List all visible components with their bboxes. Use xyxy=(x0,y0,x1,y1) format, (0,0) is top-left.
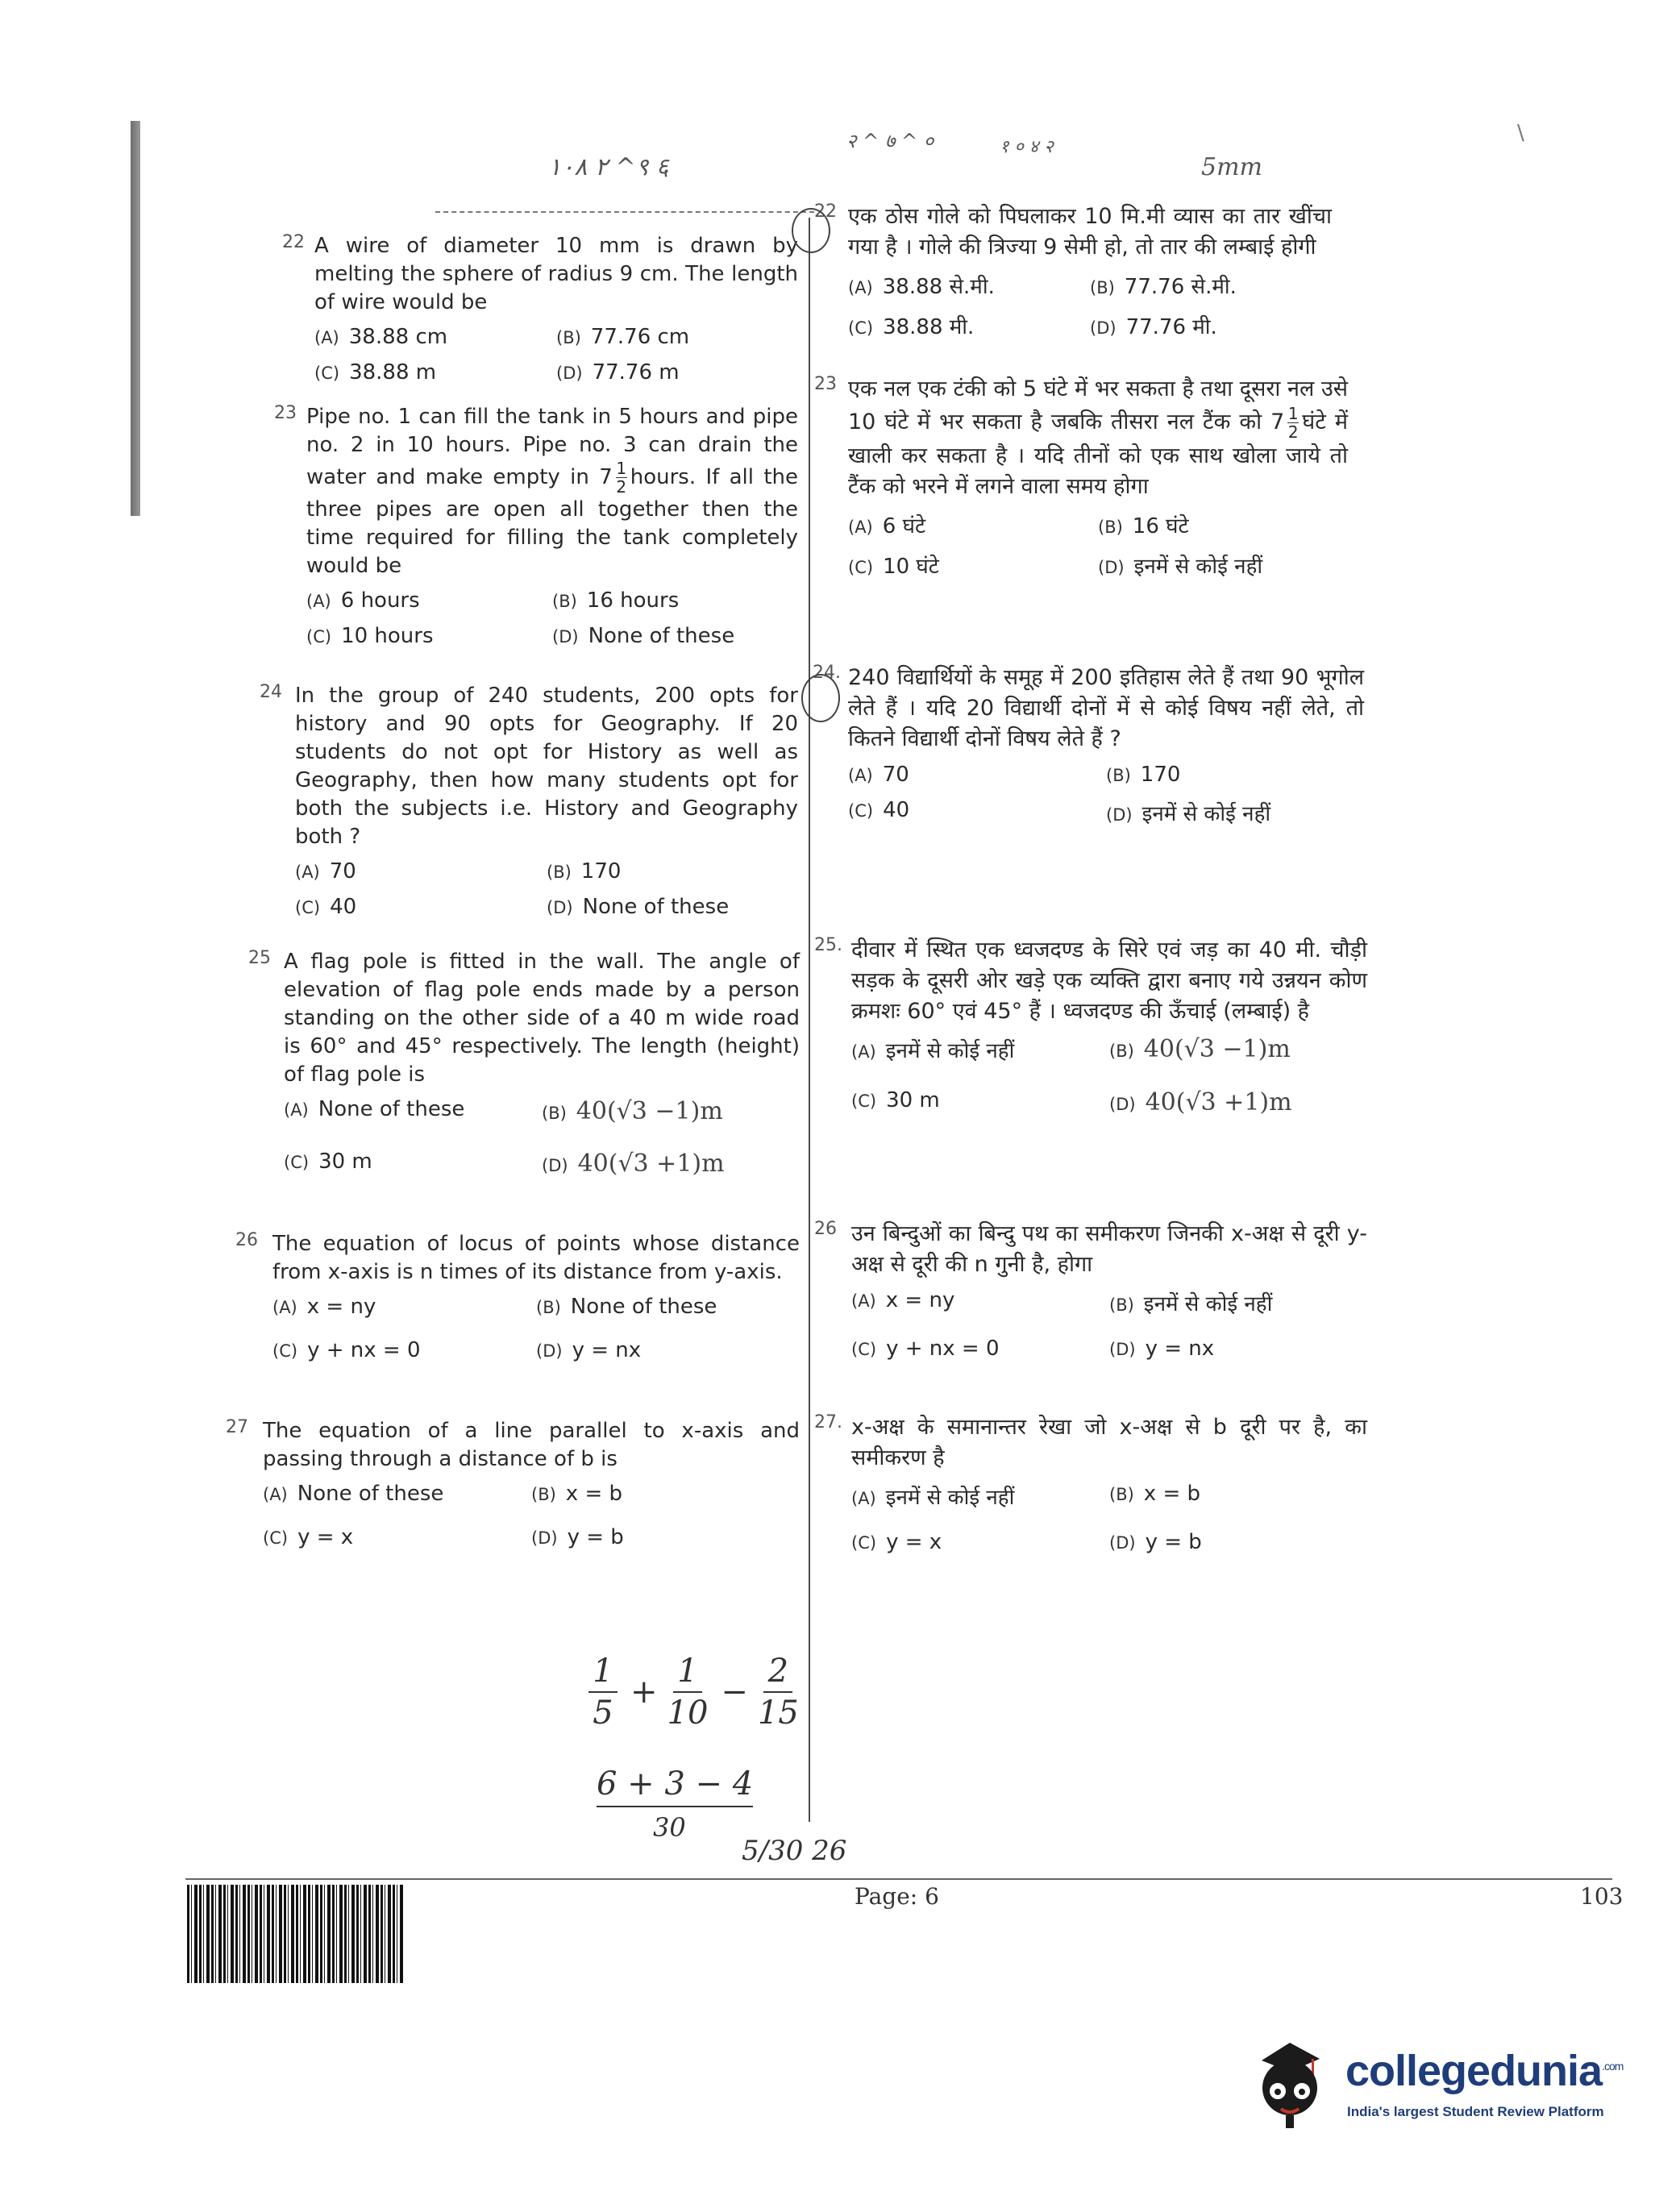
question-27-hi xyxy=(814,1412,1367,1554)
collegedunia-logo[interactable] xyxy=(1245,2031,1632,2160)
question-stem: The equation of locus of points whose distance from x-axis is n times of its distance from y-axis. xyxy=(272,1232,800,1284)
option-c[interactable]: (C) 30 m xyxy=(851,1088,940,1112)
fraction: $\frac{1}{2}$ xyxy=(1287,404,1299,442)
question-25-hi xyxy=(814,935,1367,1116)
question-number: 22 xyxy=(282,232,305,252)
top-scribble: ٢ ١٠٨ ^९ ६ xyxy=(548,153,669,181)
question-number: 25. xyxy=(814,935,842,955)
question-stem: 240 विद्यार्थियों के समूह में 200 इतिहास लेते हैं तथा 90 भूगोल लेते हैं । यदि 20 विद्यार्थी दोनों में से कोई विषय नहीं लेते, तो कितने विद्यार्थी दोनों विषय लेते हैं ? xyxy=(848,665,1364,751)
option-d[interactable]: (D) इनमें से कोई नहीं xyxy=(1098,555,1263,579)
option-b[interactable]: (B) 170 xyxy=(1106,763,1181,787)
question-stem: A wire of diameter 10 mm is drawn by melting the sphere of radius 9 cm. The length of wire would be xyxy=(314,234,798,314)
option-c[interactable]: (C) 10 घंटे xyxy=(848,555,939,579)
options xyxy=(295,859,798,919)
top-scribble: १ ० ४ २ xyxy=(1000,137,1054,157)
option-b[interactable]: (B) None of these xyxy=(536,1295,717,1319)
column-divider xyxy=(809,218,810,1822)
option-a[interactable]: (A) None of these xyxy=(284,1097,465,1121)
logo-wordmark: collegedunia$^{.com}$ xyxy=(1345,2047,1624,2095)
option-d[interactable]: (D) इनमें से कोई नहीं xyxy=(1106,802,1271,826)
rough-work-line: 6 + 3 − 4 xyxy=(597,1765,753,1807)
option-a[interactable]: (A) x = ny xyxy=(272,1295,376,1319)
question-26-en xyxy=(235,1230,800,1362)
question-25-en xyxy=(248,948,800,1178)
paper-code: 103 xyxy=(1580,1883,1624,1910)
mascot-icon xyxy=(1245,2031,1334,2128)
question-stem: In the group of 240 students, 200 opts for history and 90 opts for Geography. If 20 students do not opt for History as well as Geography, then how many students opt for both the subjects i.e. History and Geography both ? xyxy=(295,684,798,849)
dashed-separator xyxy=(435,211,814,213)
question-number: 24. xyxy=(813,663,841,683)
option-a[interactable]: (A) None of these xyxy=(263,1482,444,1506)
question-22-en xyxy=(282,232,798,385)
option-b[interactable]: (B) 16 hours xyxy=(552,588,680,613)
option-c[interactable]: (C) 38.88 m xyxy=(314,360,437,385)
question-number: 23 xyxy=(814,374,837,394)
option-b[interactable]: (B) x = b xyxy=(1109,1482,1201,1506)
option-a[interactable]: (A) 70 xyxy=(295,859,356,884)
rough-work-line: 5/30 26 xyxy=(742,1835,847,1867)
options xyxy=(314,325,798,385)
top-scribble: २ ^ ७ ^ ० xyxy=(846,130,934,152)
rough-work-fractions: $\frac{1}{5}$ + $\frac{1}{10}$ − $\frac{2}{15}$ xyxy=(588,1653,812,1732)
question-number: 26 xyxy=(235,1230,258,1250)
question-26-hi xyxy=(814,1219,1367,1361)
options xyxy=(284,1097,800,1178)
logo-tagline: India's largest Student Review Platform xyxy=(1347,2104,1604,2119)
footer-rule xyxy=(185,1878,1612,1880)
option-c[interactable]: (C) y + nx = 0 xyxy=(272,1338,421,1362)
options xyxy=(851,1288,1367,1361)
question-number: 25 xyxy=(248,948,271,968)
page-number: Page: 6 xyxy=(855,1883,939,1910)
option-c[interactable]: (C) 30 m xyxy=(284,1150,372,1174)
question-27-en xyxy=(226,1417,800,1549)
question-23-en xyxy=(274,403,798,648)
option-b[interactable]: (B) इनमें से कोई नहीं xyxy=(1109,1292,1273,1316)
options xyxy=(851,1035,1367,1116)
rough-work-line: 30 xyxy=(653,1812,686,1843)
option-d[interactable]: (D) y = b xyxy=(531,1525,624,1549)
option-d[interactable]: (D) 77.76 मी. xyxy=(1090,315,1217,339)
option-a[interactable]: (A) 6 hours xyxy=(306,588,420,613)
options xyxy=(848,763,1364,827)
option-d[interactable]: (D) y = b xyxy=(1109,1530,1202,1554)
option-d[interactable]: (D) 40(√3 +1)m xyxy=(1109,1088,1292,1116)
fraction: $\frac{1}{2}$ xyxy=(616,459,627,497)
option-d[interactable]: (D) y = nx xyxy=(536,1338,642,1362)
option-a[interactable]: (A) x = ny xyxy=(851,1288,955,1312)
question-24-en xyxy=(260,682,798,919)
option-b[interactable]: (B) 16 घंटे xyxy=(1098,514,1189,538)
option-c[interactable]: (C) 38.88 मी. xyxy=(848,315,975,339)
option-d[interactable]: (D) None of these xyxy=(547,895,730,919)
top-scribble: 5mm xyxy=(1201,153,1262,181)
option-a[interactable]: (A) 38.88 cm xyxy=(314,325,448,349)
question-stem: एक ठोस गोले को पिघलाकर 10 मि.मी व्यास का तार खींचा गया है । गोले की त्रिज्या 9 सेमी हो, तो तार की लम्बाई होगी xyxy=(848,204,1332,260)
option-b[interactable]: (B) 77.76 cm xyxy=(556,325,690,349)
question-stem: एक नल एक टंकी को 5 घंटे में भर सकता है तथा दूसरा नल उसे 10 घंटे में भर सकता है जबकि तीसरा नल टैंक को 7 $\frac{1}{2}$ घंटे में खाली कर सकता है । यदि तीनों को एक साथ खोला जाये तो टैंक को भरने में लगने वाला समय होगा xyxy=(848,376,1348,499)
option-b[interactable]: (B) 77.76 से.मी. xyxy=(1090,275,1237,299)
handdrawn-circle xyxy=(801,674,840,722)
option-d[interactable]: (D) None of these xyxy=(552,624,735,648)
question-number: 26 xyxy=(814,1219,837,1239)
option-d[interactable]: (D) y = nx xyxy=(1109,1337,1215,1361)
question-24-hi xyxy=(813,663,1364,827)
option-b[interactable]: (B) 40(√3 −1)m xyxy=(542,1097,723,1125)
option-b[interactable]: (B) 40(√3 −1)m xyxy=(1109,1035,1291,1063)
option-d[interactable]: (D) 77.76 m xyxy=(556,360,680,385)
option-a[interactable]: (A) इनमें से कोई नहीं xyxy=(851,1486,1015,1510)
question-stem: A flag pole is fitted in the wall. The angle of elevation of flag pole ends made by a person standing on the other side of a 40 m wide road is 60° and 45° respectively. The length (height) of flag pole is xyxy=(284,950,800,1087)
question-number: 27. xyxy=(814,1412,842,1432)
question-22-hi xyxy=(814,202,1332,340)
option-a[interactable]: (A) इनमें से कोई नहीं xyxy=(851,1039,1015,1063)
options xyxy=(851,1482,1367,1554)
options xyxy=(848,271,1332,340)
question-number: 22 xyxy=(814,202,837,222)
question-number: 24 xyxy=(260,682,282,702)
option-a[interactable]: (A) 6 घंटे xyxy=(848,514,926,538)
question-stem: Pipe no. 1 can fill the tank in 5 hours and pipe no. 2 in 10 hours. Pipe no. 3 can drain the water and make empty in 7 $\frac{1}{2}$ hours. If all the three pipes are open all together then the time required for filling the tank completely would be xyxy=(306,405,798,578)
question-stem: The equation of a line parallel to x-axis and passing through a distance of b is xyxy=(263,1419,800,1471)
barcode xyxy=(187,1885,405,1983)
question-stem: दीवार में स्थित एक ध्वजदण्ड के सिरे एवं जड़ का 40 मी. चौड़ी सड़क के दूसरी ओर खड़े एक व्यक्ति द्वारा बनाए गये उन्नयन कोण क्रमशः 60° एवं 45° हैं । ध्वजदण्ड की ऊँचाई (लम्बाई) है xyxy=(851,938,1367,1024)
option-d[interactable]: (D) 40(√3 +1)m xyxy=(542,1150,725,1178)
question-stem: उन बिन्दुओं का बिन्दु पथ का समीकरण जिनकी x-अक्ष से दूरी y-अक्ष से दूरी की n गुनी है, होगा xyxy=(851,1221,1367,1277)
option-c[interactable]: (C) 10 hours xyxy=(306,624,434,648)
question-stem: x-अक्ष के समानान्तर रेखा जो x-अक्ष से b दूरी पर है, का समीकरण है xyxy=(851,1415,1367,1470)
question-number: 27 xyxy=(226,1417,248,1437)
scan-edge-shadow xyxy=(131,121,140,516)
option-c[interactable]: (C) y + nx = 0 xyxy=(851,1337,1000,1361)
options xyxy=(272,1295,800,1362)
option-c[interactable]: (C) y = x xyxy=(263,1525,354,1549)
handdrawn-circle xyxy=(792,208,830,253)
option-c[interactable]: (C) y = x xyxy=(851,1530,942,1554)
option-a[interactable]: (A) 70 xyxy=(848,763,909,787)
options xyxy=(263,1482,800,1549)
question-23-hi xyxy=(814,374,1348,580)
question-number: 23 xyxy=(274,403,297,423)
corner-mark: \ xyxy=(1517,121,1524,145)
option-b[interactable]: (B) 170 xyxy=(547,859,622,884)
option-c[interactable]: (C) 40 xyxy=(848,798,910,822)
option-b[interactable]: (B) x = b xyxy=(531,1482,623,1506)
option-c[interactable]: (C) 40 xyxy=(295,895,357,919)
options xyxy=(848,510,1348,580)
options xyxy=(306,588,798,648)
option-a[interactable]: (A) 38.88 से.मी. xyxy=(848,275,995,299)
